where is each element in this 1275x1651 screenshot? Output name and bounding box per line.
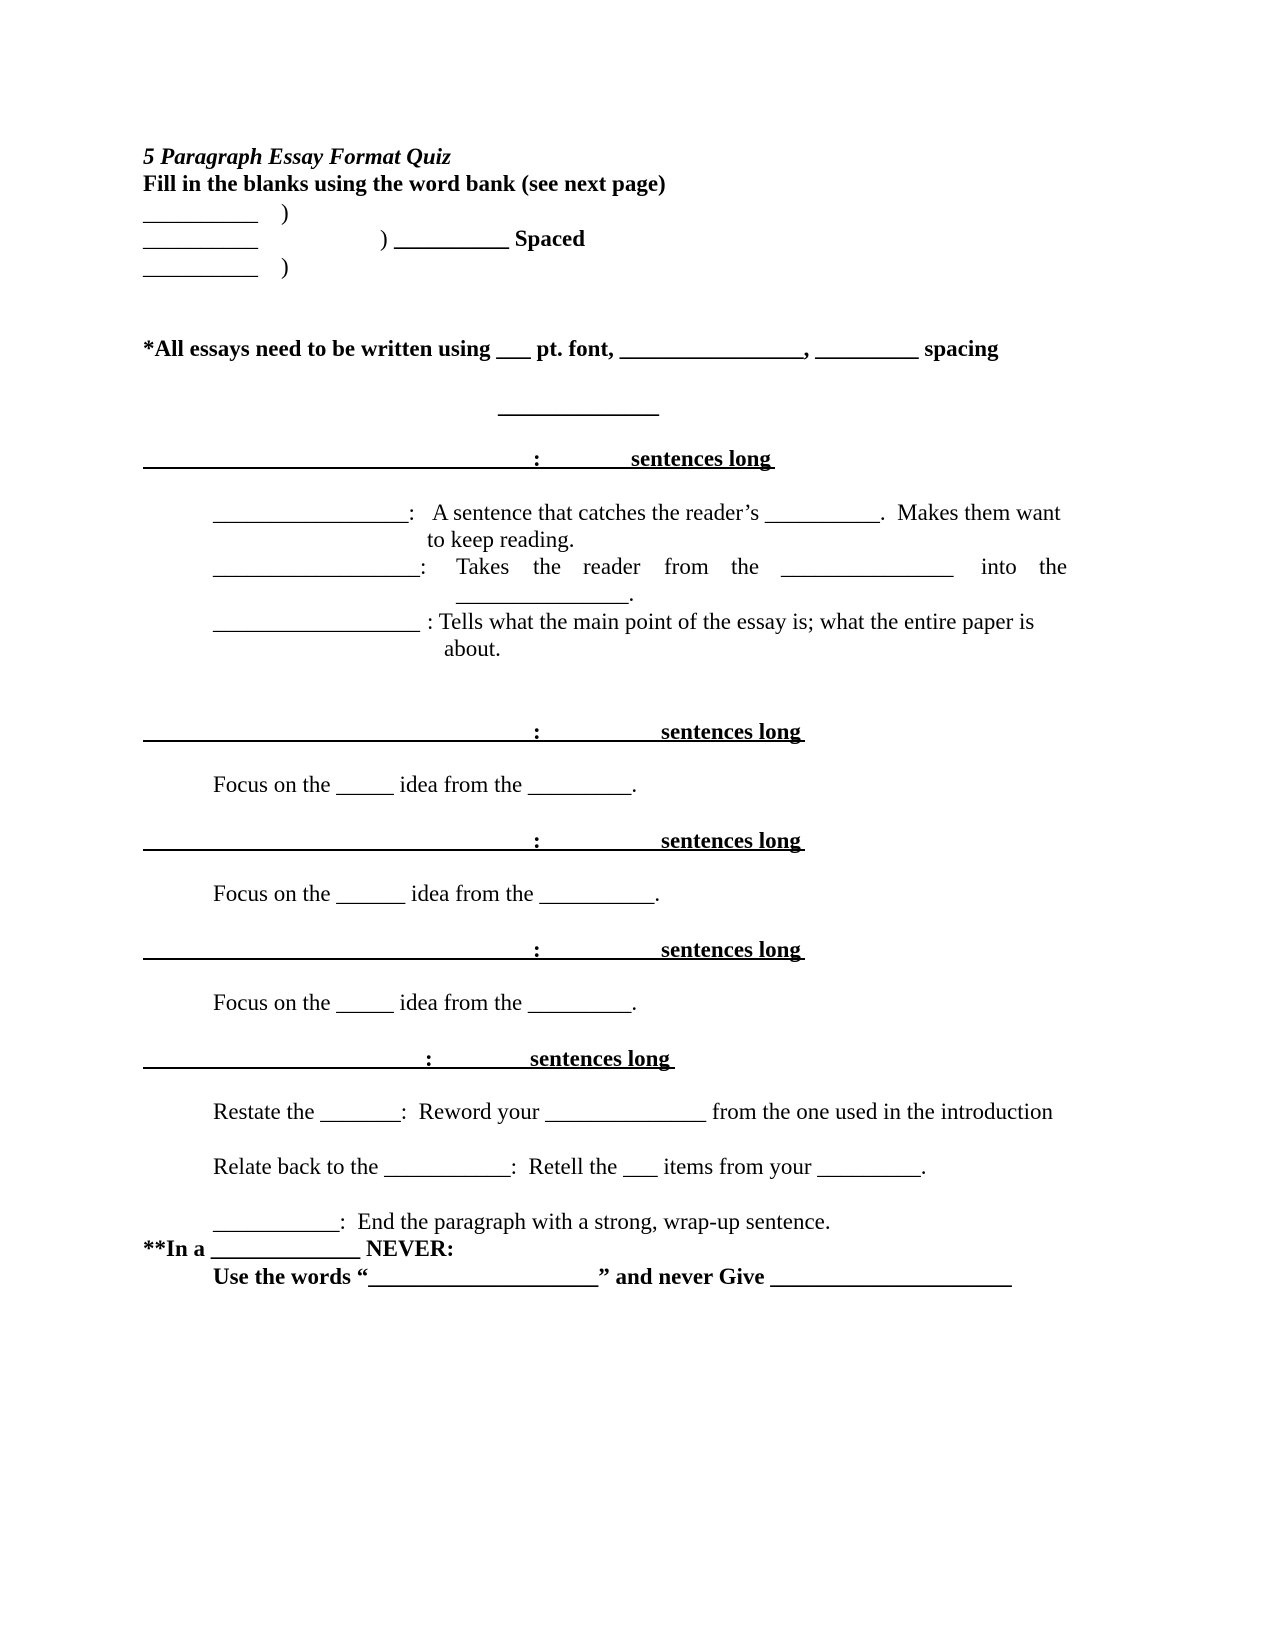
never-rule-line-1: **In a _____________ NEVER: <box>143 1236 455 1261</box>
format-line-1: __________ ) <box>143 200 289 225</box>
format-line-2-paren: ) <box>380 226 388 251</box>
thesis-text-cont: about. <box>444 636 501 661</box>
thesis-blank: __________________ <box>213 609 420 634</box>
body2-header-colon: : <box>533 828 541 853</box>
thesis-text: : Tells what the main point of the essay is; what the entire paper is <box>427 609 1035 634</box>
transition-cont: _______________. <box>456 581 635 606</box>
conclusion-header-label: sentences long <box>530 1046 670 1071</box>
transition-word: from <box>664 554 709 579</box>
intro-header-colon: : <box>533 446 541 471</box>
body3-header-colon: : <box>533 937 541 962</box>
body3-focus: Focus on the _____ idea from the _________. <box>213 990 638 1015</box>
restate-item: Restate the _______: Reword your ______________ from the one used in the introduction <box>213 1099 1054 1124</box>
hook-text: A sentence that catches the reader’s __________. Makes them want <box>432 500 1061 525</box>
format-line-2-text: __________ Spaced <box>394 226 586 251</box>
transition-word: reader <box>583 554 641 579</box>
body2-header-label: sentences long <box>661 828 801 853</box>
conclusion-header-colon: : <box>425 1046 433 1071</box>
instructions: Fill in the blanks using the word bank (see next page) <box>143 171 666 196</box>
body1-focus: Focus on the _____ idea from the _________. <box>213 772 638 797</box>
end-item: ___________: End the paragraph with a strong, wrap-up sentence. <box>213 1209 831 1234</box>
transition-word: the <box>533 554 562 579</box>
transition-word: _______________ <box>781 554 954 579</box>
body3-header-label: sentences long <box>661 937 801 962</box>
transition-word: into <box>981 554 1017 579</box>
relate-item: Relate back to the ___________: Retell the ___ items from your _________. <box>213 1154 927 1179</box>
intro-header-label: sentences long <box>631 446 771 471</box>
transition-word: the <box>731 554 760 579</box>
transition-blank: __________________: <box>213 554 427 579</box>
hook-blank: _________________: <box>213 500 415 525</box>
transition-word: the <box>1039 554 1068 579</box>
hook-text-cont: to keep reading. <box>427 527 575 552</box>
body2-focus: Focus on the ______ idea from the __________. <box>213 881 661 906</box>
format-line-3: __________ ) <box>143 254 289 279</box>
quiz-title: 5 Paragraph Essay Format Quiz <box>143 144 452 169</box>
intro-title-blank: ______________ <box>498 393 659 418</box>
font-rule: *All essays need to be written using ___ pt. font, ________________, _________ spacing <box>143 336 999 361</box>
never-rule-line-2: Use the words “____________________” and never Give _____________________ <box>213 1264 1012 1289</box>
body1-header-colon: : <box>533 719 541 744</box>
transition-word: Takes <box>456 554 510 579</box>
format-line-2-blank: __________ <box>143 226 258 251</box>
body1-header-label: sentences long <box>661 719 801 744</box>
